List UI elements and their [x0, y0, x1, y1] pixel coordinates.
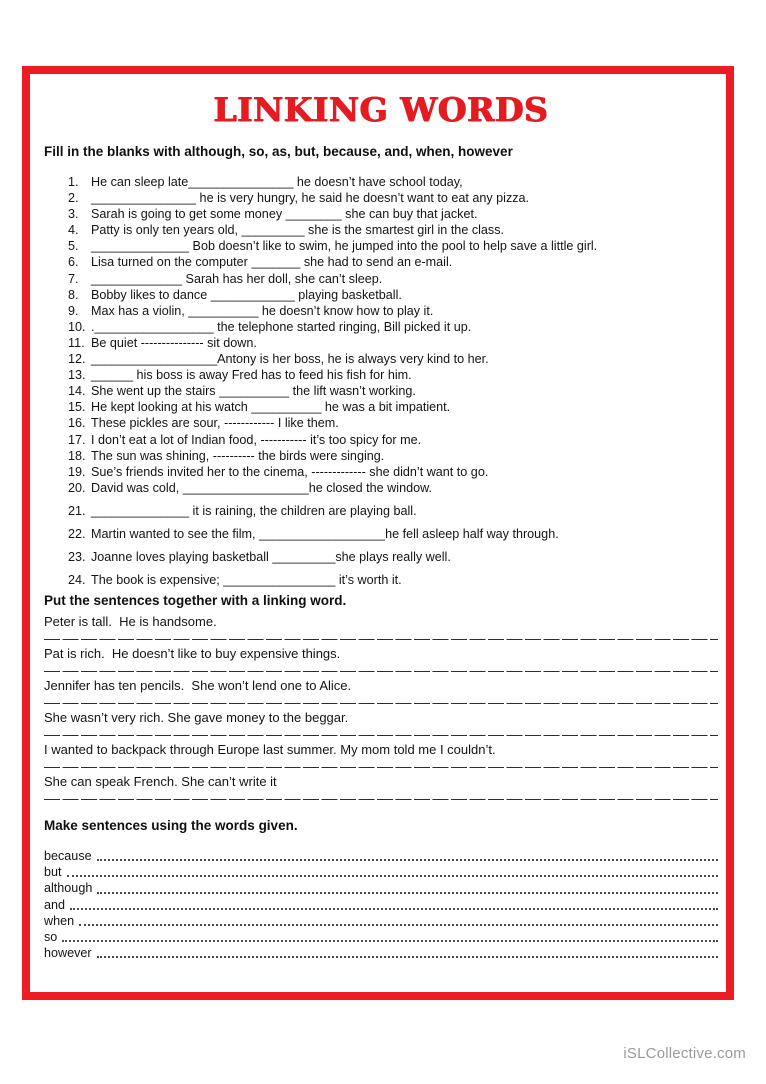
fill-in-item: [68, 222, 718, 238]
item-text: Martin wanted to see the film, __________________he fell asleep half way through.: [91, 526, 559, 541]
item-text: She went up the stairs __________ the lift wasn’t working.: [91, 384, 416, 399]
fill-in-item: [68, 480, 718, 496]
fill-in-item: [68, 503, 718, 519]
item-number: 14.: [68, 384, 86, 399]
make-row: [44, 880, 718, 896]
answer-line: [44, 726, 718, 736]
item-text: I don’t eat a lot of Indian food, ----------- it’s too spicy for me.: [91, 432, 422, 447]
answer-line: [44, 630, 718, 640]
item-text: Be quiet --------------- sit down.: [91, 335, 257, 350]
item-number: 3.: [68, 207, 79, 222]
dotted-line: [97, 848, 718, 861]
dotted-line: [79, 913, 718, 926]
combine-sentences: She wasn’t very rich. She gave money to the beggar.: [44, 710, 349, 726]
make-row: [44, 848, 718, 864]
fill-in-item: [68, 526, 718, 542]
item-text: __________________Antony is her boss, he is always very kind to her.: [91, 352, 489, 367]
item-text: Bobby likes to dance ____________ playing basketball.: [91, 287, 402, 302]
item-text: Sue’s friends invited her to the cinema, ------------- she didn’t want to go.: [91, 464, 489, 479]
worksheet-red-frame: [22, 66, 734, 1000]
linking-word-label: and: [44, 897, 66, 912]
make-heading: Make sentences using the words given.: [44, 818, 298, 834]
dotted-line: [67, 864, 718, 877]
fill-in-item: [68, 254, 718, 270]
item-text: The book is expensive; ________________ it’s worth it.: [91, 573, 402, 588]
fill-in-item: [68, 206, 718, 222]
answer-line: [44, 758, 718, 768]
fill-in-list: [68, 174, 718, 588]
dotted-line: [97, 945, 718, 958]
combine-item: [44, 646, 718, 672]
item-number: 1.: [68, 175, 79, 189]
combine-item: [44, 614, 718, 640]
fill-in-item: [68, 335, 718, 351]
item-text: He can sleep late_______________ he doesn’t have school today,: [91, 175, 463, 189]
islcollective-watermark: iSLCollective.com: [623, 1045, 746, 1062]
fill-in-item: [68, 432, 718, 448]
dotted-line: [97, 880, 718, 893]
fill-in-item: [68, 351, 718, 367]
linking-word-label: so: [44, 929, 58, 944]
combine-item: [44, 678, 718, 704]
fill-in-item: [68, 174, 718, 190]
item-number: 5.: [68, 239, 79, 254]
combine-sentences: I wanted to backpack through Europe last summer. My mom told me I couldn’t.: [44, 742, 496, 758]
linking-word-label: but: [44, 865, 62, 880]
item-number: 16.: [68, 416, 86, 431]
item-number: 9.: [68, 303, 79, 318]
fill-in-item: [68, 464, 718, 480]
combine-sentences: She can speak French. She can’t write it: [44, 774, 277, 790]
answer-line: [44, 694, 718, 704]
fill-in-item: [68, 238, 718, 254]
item-text: Joanne loves playing basketball _________she plays really well.: [91, 550, 451, 565]
item-number: 4.: [68, 223, 79, 238]
item-number: 7.: [68, 271, 79, 286]
combine-list: [44, 614, 718, 800]
item-text: ._________________ the telephone started ringing, Bill picked it up.: [91, 319, 472, 334]
combine-sentences: Peter is tall. He is handsome.: [44, 614, 217, 630]
answer-line: [44, 790, 718, 800]
fill-in-item: [68, 190, 718, 206]
item-text: Lisa turned on the computer _______ she had to send an e-mail.: [91, 255, 453, 270]
linking-word-label: because: [44, 849, 92, 864]
linking-word-label: when: [44, 913, 75, 928]
item-text: These pickles are sour, ------------ I like them.: [91, 416, 339, 431]
item-text: David was cold, __________________he closed the window.: [91, 480, 432, 495]
make-row: [44, 929, 718, 945]
item-number: 12.: [68, 352, 86, 367]
fill-in-item: [68, 572, 718, 588]
item-text: Patty is only ten years old, _________ she is the smartest girl in the class.: [91, 223, 505, 238]
item-number: 8.: [68, 287, 79, 302]
item-text: Max has a violin, __________ he doesn’t know how to play it.: [91, 303, 434, 318]
item-number: 10.: [68, 319, 86, 334]
fill-in-item: [68, 303, 718, 319]
combine-item: [44, 742, 718, 768]
fill-in-item: [68, 549, 718, 565]
item-number: 23.: [68, 550, 86, 565]
make-row: [44, 897, 718, 913]
fill-in-item: [68, 383, 718, 399]
item-number: 11.: [68, 335, 85, 350]
combine-sentences: Pat is rich. He doesn’t like to buy expensive things.: [44, 646, 341, 662]
make-row: [44, 945, 718, 961]
make-list: [44, 848, 718, 961]
fill-in-heading: Fill in the blanks with although, so, as, but, because, and, when, however: [44, 144, 513, 159]
fill-in-item: [68, 271, 718, 287]
combine-item: [44, 710, 718, 736]
fill-in-item: [68, 448, 718, 464]
item-number: 17.: [68, 432, 86, 447]
fill-in-item: [68, 287, 718, 303]
dotted-line: [70, 897, 718, 910]
dotted-line: [62, 929, 718, 942]
item-number: 6.: [68, 255, 79, 270]
item-number: 21.: [68, 503, 86, 518]
fill-in-item: [68, 415, 718, 431]
make-row: [44, 864, 718, 880]
item-text: He kept looking at his watch __________ he was a bit impatient.: [91, 400, 451, 415]
fill-in-item: [68, 399, 718, 415]
linking-word-label: however: [44, 945, 92, 960]
item-number: 18.: [68, 448, 86, 463]
item-text: Sarah is going to get some money ________ she can buy that jacket.: [91, 207, 478, 222]
combine-sentences: Jennifer has ten pencils. She won’t lend one to Alice.: [44, 678, 352, 694]
make-row: [44, 913, 718, 929]
answer-line: [44, 662, 718, 672]
item-number: 13.: [68, 368, 86, 383]
item-text: ______________ it is raining, the children are playing ball.: [91, 503, 417, 518]
item-number: 22.: [68, 526, 86, 541]
linking-word-label: although: [44, 881, 93, 896]
combine-heading: Put the sentences together with a linking word.: [44, 593, 347, 609]
combine-item: [44, 774, 718, 800]
fill-in-item: [68, 367, 718, 383]
item-number: 19.: [68, 464, 86, 479]
item-number: 15.: [68, 400, 86, 415]
item-text: The sun was shining, ---------- the birds were singing.: [91, 448, 385, 463]
item-text: ______ his boss is away Fred has to feed his fish for him.: [91, 368, 412, 383]
page-title: LINKING WORDS: [213, 90, 549, 129]
item-number: 20.: [68, 480, 86, 495]
item-number: 2.: [68, 191, 79, 206]
fill-in-item: [68, 319, 718, 335]
item-text: _____________ Sarah has her doll, she can’t sleep.: [91, 271, 383, 286]
item-text: ______________ Bob doesn’t like to swim, he jumped into the pool to help save a little girl.: [91, 239, 598, 254]
item-number: 24.: [68, 573, 86, 588]
item-text: _______________ he is very hungry, he said he doesn’t want to eat any pizza.: [91, 191, 530, 206]
